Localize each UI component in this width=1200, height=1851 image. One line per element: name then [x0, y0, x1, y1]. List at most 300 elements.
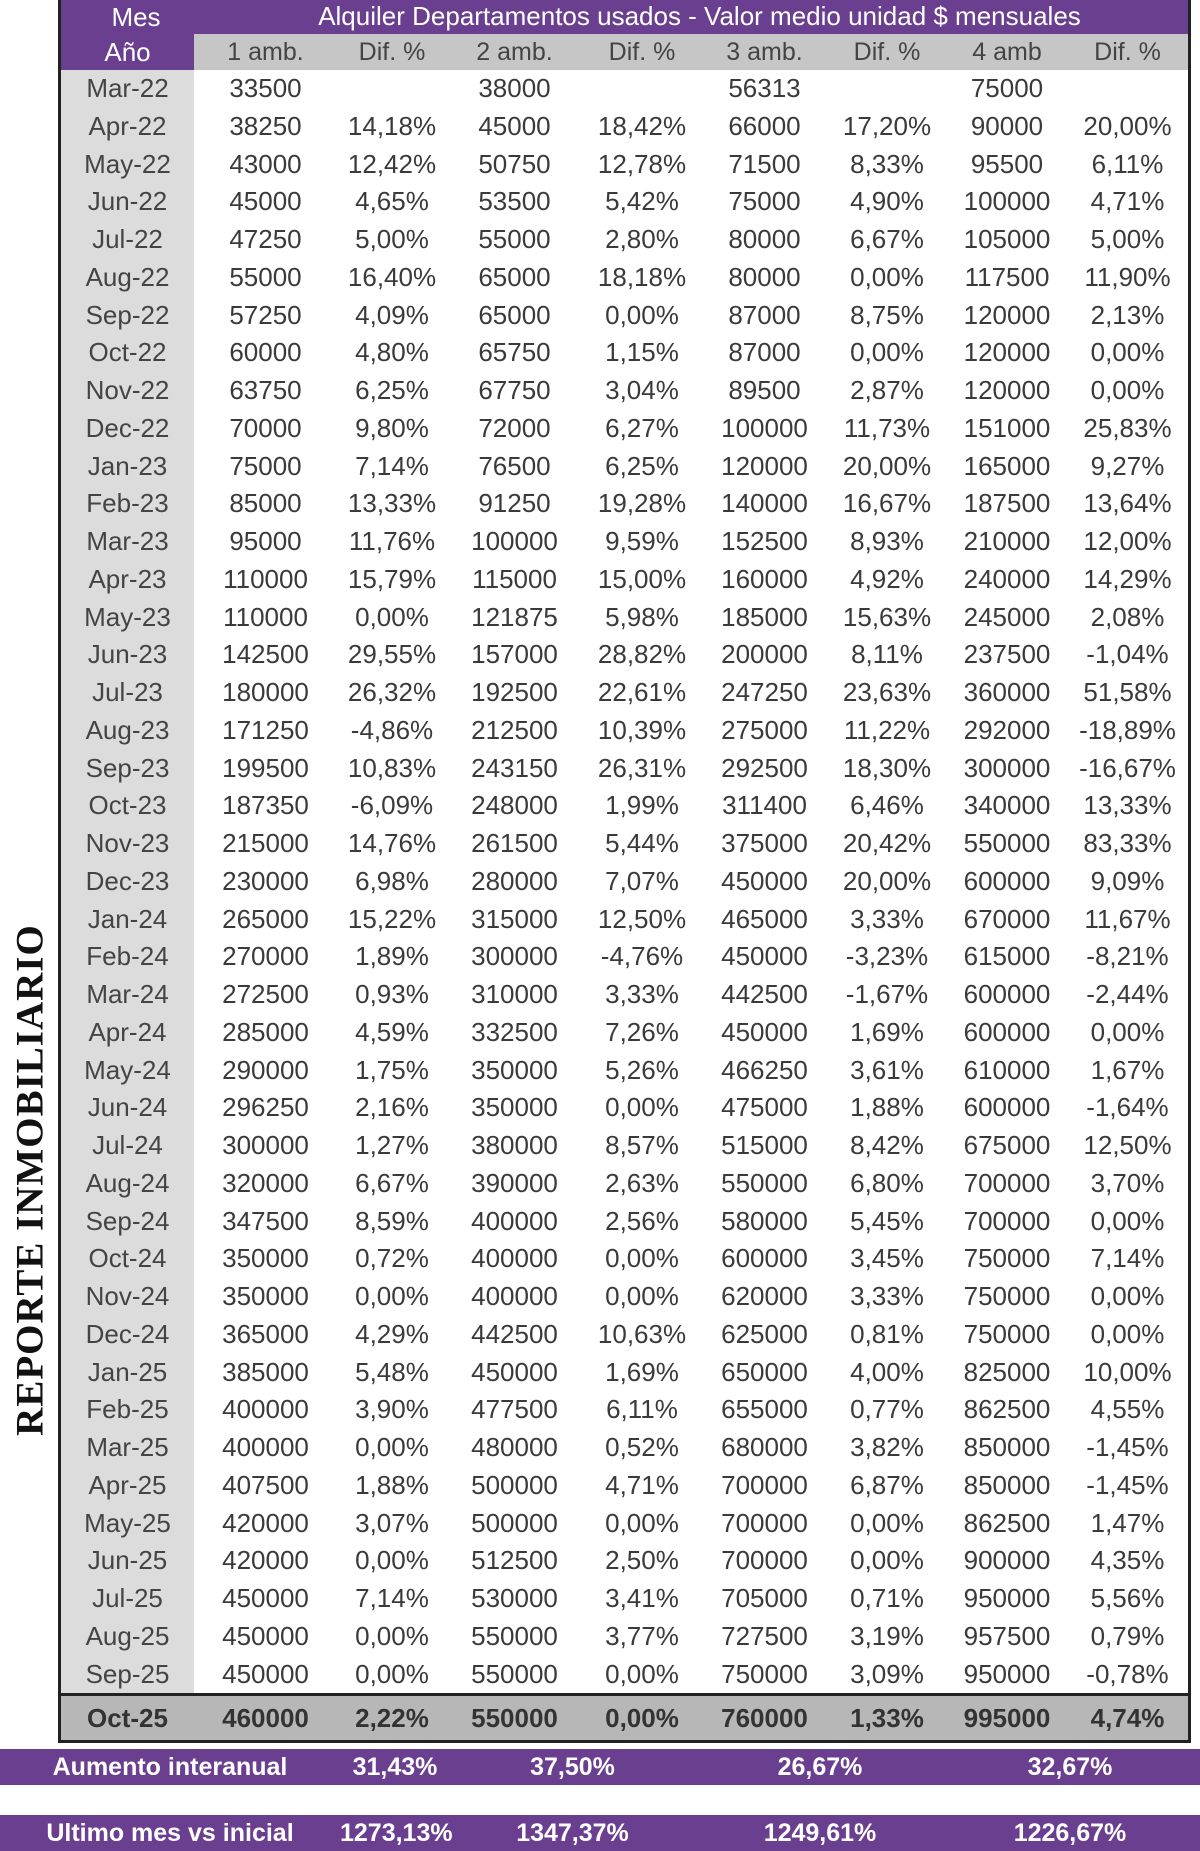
table-row	[61, 334, 1188, 372]
row-month: Oct-23	[61, 787, 194, 825]
cell: 292500	[721, 752, 808, 783]
cell: 311400	[722, 790, 807, 821]
cell: 475000	[721, 1092, 808, 1123]
cell: 862500	[963, 1507, 1051, 1538]
cell: 0,00%	[605, 1243, 679, 1274]
cell: 261500	[471, 828, 558, 858]
cell: 26,31%	[597, 752, 687, 783]
cell: 33500	[229, 73, 302, 103]
cell: 151000	[963, 412, 1051, 443]
cell: 450000	[222, 1620, 309, 1651]
cell: 65750	[478, 337, 551, 368]
row-month: May-22	[61, 146, 194, 184]
cell: 47250	[229, 224, 302, 254]
table-row	[61, 183, 1188, 221]
cell: 1,88%	[355, 1469, 429, 1500]
cell: 3,19%	[850, 1620, 924, 1651]
row-month: Jun-25	[61, 1542, 194, 1580]
cell	[827, 70, 947, 108]
table-row	[61, 1203, 1188, 1241]
cell: 850000	[963, 1469, 1051, 1500]
cell: 4,29%	[355, 1318, 429, 1349]
table-row	[61, 674, 1188, 712]
cell: 700000	[721, 1469, 808, 1500]
cell: 15,63%	[842, 601, 932, 632]
cell: 4,74%	[1090, 1703, 1165, 1734]
cell: -4,86%	[350, 714, 434, 745]
cell: 270000	[222, 941, 309, 972]
cell: 247250	[721, 677, 808, 707]
cell: 13,64%	[1083, 488, 1172, 519]
row-month: Jun-24	[61, 1089, 194, 1127]
cell: -0,78%	[1086, 1658, 1169, 1689]
cell: 56313	[728, 73, 801, 103]
cell: 45000	[478, 110, 551, 141]
cell: 5,26%	[605, 1054, 679, 1085]
cell: 120000	[963, 375, 1051, 405]
summary-row-ultimo-mes	[0, 1815, 1200, 1851]
row-month: Apr-22	[61, 108, 194, 146]
cell: 1,69%	[605, 1356, 679, 1387]
cell: 957500	[963, 1620, 1051, 1651]
cell: 8,93%	[850, 526, 924, 556]
cell: 20,00%	[842, 450, 932, 481]
cell: 10,39%	[597, 714, 687, 745]
cell: 4,80%	[355, 337, 429, 368]
cell: 0,52%	[605, 1432, 679, 1462]
table-row	[61, 1165, 1188, 1203]
cell: 2,08%	[1090, 601, 1165, 632]
cell: 350000	[222, 1281, 309, 1311]
cell: 230000	[222, 865, 309, 896]
column-header: 4 amb	[972, 38, 1042, 66]
table-row	[61, 599, 1188, 637]
summary-value: 37,50%	[530, 1753, 615, 1781]
cell: 5,45%	[850, 1205, 924, 1236]
cell: 6,11%	[1091, 148, 1164, 179]
table-row	[61, 787, 1188, 825]
cell: 11,76%	[348, 526, 436, 556]
table-row	[61, 1089, 1188, 1127]
cell: 18,18%	[597, 261, 687, 292]
cell: -2,44%	[1086, 979, 1169, 1009]
row-month: Nov-23	[61, 825, 194, 863]
cell: 8,42%	[850, 1130, 924, 1160]
cell: 11,90%	[1084, 261, 1171, 292]
cell: 7,07%	[605, 865, 679, 896]
cell: 120000	[721, 450, 808, 481]
cell: 500000	[471, 1469, 558, 1500]
cell: 9,59%	[605, 526, 679, 556]
cell: 180000	[222, 677, 309, 707]
cell: 87000	[728, 337, 801, 368]
cell: 57250	[229, 299, 302, 330]
cell: 3,70%	[1090, 1167, 1165, 1198]
cell: 625000	[721, 1318, 808, 1349]
cell: 550000	[471, 1703, 558, 1734]
cell: 6,80%	[850, 1167, 924, 1198]
table-header-top	[61, 0, 1188, 34]
cell: 6,11%	[606, 1394, 678, 1425]
row-month: Aug-25	[61, 1618, 194, 1656]
cell: 0,00%	[605, 1658, 679, 1689]
row-month: Aug-23	[61, 712, 194, 750]
table-row	[61, 1542, 1188, 1580]
cell: 300000	[963, 752, 1051, 783]
cell: 6,67%	[355, 1167, 429, 1198]
cell: 7,14%	[355, 1583, 429, 1613]
cell: 465000	[721, 903, 808, 934]
cell: 1,99%	[605, 790, 679, 821]
table-body	[61, 70, 1188, 1693]
cell: -1,67%	[845, 979, 929, 1009]
cell: 14,18%	[347, 110, 437, 141]
cell: 100000	[721, 412, 808, 443]
cell: 512500	[471, 1545, 558, 1576]
cell: 55000	[478, 224, 551, 254]
row-month: Nov-24	[61, 1278, 194, 1316]
cell: 0,00%	[605, 1507, 679, 1538]
summary-label: Ultimo mes vs inicial	[46, 1819, 294, 1847]
cell: 75000	[229, 450, 302, 481]
row-month: May-23	[61, 599, 194, 637]
cell: 350000	[471, 1092, 558, 1123]
cell: 142500	[222, 639, 309, 670]
cell: 0,71%	[850, 1583, 924, 1613]
cell: 375000	[721, 828, 808, 858]
cell: 500000	[471, 1507, 558, 1538]
header-year: Año	[61, 34, 194, 70]
cell: 480000	[471, 1432, 558, 1462]
table-row	[61, 750, 1188, 788]
cell: 187350	[222, 790, 309, 821]
cell: 615000	[963, 941, 1051, 972]
cell: 23,63%	[842, 677, 932, 707]
cell: -1,45%	[1086, 1469, 1169, 1500]
row-month: Dec-23	[61, 863, 194, 901]
cell: 15,22%	[347, 903, 437, 934]
cell: -16,67%	[1079, 752, 1176, 783]
cell: 0,00%	[850, 261, 924, 292]
cell: 292000	[963, 714, 1051, 745]
cell: 365000	[222, 1318, 309, 1349]
cell: 0,72%	[355, 1243, 429, 1274]
cell: 0,00%	[850, 1545, 924, 1576]
cell: 72000	[478, 412, 551, 443]
table-row	[61, 863, 1188, 901]
cell: 450000	[222, 1583, 309, 1613]
cell: 120000	[963, 299, 1051, 330]
cell: -1,04%	[1086, 639, 1169, 670]
row-month: Feb-23	[61, 485, 194, 523]
cell: 0,77%	[850, 1394, 924, 1425]
cell: 13,33%	[347, 488, 437, 519]
cell: 63750	[229, 375, 302, 405]
cell: 117500	[964, 261, 1050, 292]
cell: 300000	[222, 1130, 309, 1160]
cell: 442500	[471, 1318, 558, 1349]
cell: 2,22%	[355, 1703, 429, 1734]
cell: 340000	[963, 790, 1051, 821]
cell: 0,00%	[1090, 375, 1165, 405]
cell: 296250	[222, 1092, 309, 1123]
cell: 3,33%	[850, 1281, 924, 1311]
cell: 315000	[471, 903, 558, 934]
row-month: Jan-24	[61, 901, 194, 939]
cell: 680000	[721, 1432, 808, 1462]
cell: 0,79%	[1090, 1620, 1165, 1651]
table-row	[61, 146, 1188, 184]
cell: 14,29%	[1083, 563, 1172, 594]
row-month: Sep-23	[61, 750, 194, 788]
cell: 3,07%	[355, 1507, 429, 1538]
cell: 347500	[222, 1205, 309, 1236]
table-row	[61, 1429, 1188, 1467]
cell: 1,67%	[1090, 1054, 1165, 1085]
cell: 2,16%	[355, 1092, 429, 1123]
cell: 0,00%	[355, 1545, 429, 1576]
cell: 285000	[222, 1016, 309, 1047]
cell: 0,93%	[355, 979, 429, 1009]
row-month: Dec-24	[61, 1316, 194, 1354]
cell: 550000	[471, 1658, 558, 1689]
cell: 8,11%	[851, 639, 923, 670]
cell: 11,73%	[843, 412, 931, 443]
cell: 2,56%	[605, 1205, 679, 1236]
cell: 5,98%	[605, 601, 679, 632]
cell: 550000	[721, 1167, 808, 1198]
cell: 850000	[963, 1432, 1051, 1462]
table-row	[61, 636, 1188, 674]
cell: 3,09%	[850, 1658, 924, 1689]
table-row	[61, 901, 1188, 939]
cell: 450000	[721, 865, 808, 896]
cell: 275000	[721, 714, 808, 745]
cell: 120000	[963, 337, 1051, 368]
cell: 6,87%	[850, 1469, 924, 1500]
cell: 477500	[471, 1394, 558, 1425]
cell: 4,00%	[850, 1356, 924, 1387]
cell: 3,41%	[605, 1583, 679, 1613]
cell: 1,75%	[355, 1054, 429, 1085]
cell: 466250	[721, 1054, 808, 1085]
cell: 450000	[471, 1356, 558, 1387]
cell: 7,14%	[355, 450, 429, 481]
cell: -1,45%	[1086, 1432, 1169, 1462]
cell: 13,33%	[1083, 790, 1172, 821]
cell: 16,67%	[842, 488, 932, 519]
side-title	[0, 900, 60, 1460]
cell: 8,33%	[850, 148, 924, 179]
row-month: Jul-24	[61, 1127, 194, 1165]
table-row	[61, 221, 1188, 259]
table-row	[61, 1240, 1188, 1278]
column-header: Dif. %	[358, 38, 426, 66]
summary-value: 32,67%	[1027, 1753, 1113, 1781]
row-month: Nov-22	[61, 372, 194, 410]
cell: 1,27%	[355, 1130, 429, 1160]
cell: 6,25%	[355, 375, 429, 405]
cell: 600000	[963, 1016, 1051, 1047]
cell: 4,35%	[1090, 1545, 1165, 1576]
cell: 5,48%	[355, 1356, 429, 1387]
table-row	[61, 297, 1188, 335]
cell: 360000	[963, 677, 1051, 707]
cell: 7,26%	[605, 1016, 679, 1047]
row-month: Apr-23	[61, 561, 194, 599]
cell: 12,00%	[1083, 526, 1172, 556]
cell	[582, 70, 702, 108]
cell: 245000	[963, 601, 1051, 632]
cell: 550000	[471, 1620, 558, 1651]
cell: 420000	[222, 1507, 309, 1538]
cell: 121875	[471, 601, 558, 632]
cell: 0,00%	[1090, 337, 1165, 368]
cell: 825000	[963, 1356, 1051, 1387]
cell: 28,82%	[597, 639, 687, 670]
table-row-latest	[61, 1693, 1188, 1743]
rent-table	[58, 0, 1191, 1743]
cell: 515000	[721, 1130, 808, 1160]
cell: 67750	[478, 375, 551, 405]
cell: 350000	[471, 1054, 558, 1085]
cell: 70000	[229, 412, 302, 443]
cell: 862500	[963, 1394, 1051, 1425]
cell: 750000	[963, 1318, 1051, 1349]
cell: 14,76%	[347, 828, 437, 858]
cell: 5,44%	[605, 828, 679, 858]
cell: 65000	[478, 299, 551, 330]
cell	[337, 70, 447, 108]
table-title: Alquiler Departamentos usados - Valor medio unidad $ mensuales	[318, 1, 1081, 31]
cell: 400000	[471, 1243, 558, 1274]
table-row	[61, 372, 1188, 410]
table-row	[61, 712, 1188, 750]
cell: 0,00%	[605, 299, 679, 330]
column-header: Dif. %	[853, 38, 921, 66]
cell: 675000	[963, 1130, 1051, 1160]
cell: 0,00%	[850, 1507, 924, 1538]
row-month: Feb-25	[61, 1391, 194, 1429]
cell: 290000	[222, 1054, 309, 1085]
cell: 6,27%	[605, 412, 679, 443]
summary-value: 1273,13%	[340, 1819, 453, 1847]
cell: 7,14%	[1090, 1243, 1165, 1274]
cell: 10,00%	[1083, 1356, 1172, 1387]
table-row	[61, 1278, 1188, 1316]
table-row	[61, 448, 1188, 486]
table-row	[61, 108, 1188, 146]
row-month: Mar-24	[61, 976, 194, 1014]
side-title-text: REPORTE INMOBILIARIO	[8, 924, 52, 1436]
cell: 6,98%	[355, 865, 429, 896]
cell: 9,09%	[1090, 865, 1165, 896]
row-month: Jul-22	[61, 221, 194, 259]
cell: 6,46%	[850, 790, 924, 821]
row-month: Oct-24	[61, 1240, 194, 1278]
table-row	[61, 70, 1188, 108]
row-month: Dec-22	[61, 410, 194, 448]
cell: -3,23%	[845, 941, 929, 972]
cell: 1,47%	[1090, 1507, 1165, 1538]
row-month: Sep-24	[61, 1203, 194, 1241]
cell: 385000	[222, 1356, 309, 1387]
cell: 210000	[963, 526, 1051, 556]
cell: 6,25%	[605, 450, 679, 481]
cell: 700000	[721, 1545, 808, 1576]
cell: 75000	[970, 73, 1044, 103]
cell: 19,28%	[597, 488, 687, 519]
cell: 38250	[229, 110, 302, 141]
cell: 90000	[970, 110, 1044, 141]
cell: 705000	[721, 1583, 808, 1613]
cell: 3,04%	[605, 375, 679, 405]
row-month: May-24	[61, 1052, 194, 1090]
cell: 17,20%	[842, 110, 932, 141]
cell: 4,65%	[355, 186, 429, 217]
cell: 8,57%	[605, 1130, 679, 1160]
cell: 18,30%	[842, 752, 932, 783]
cell: 265000	[222, 903, 309, 934]
cell: 4,92%	[850, 563, 924, 594]
row-month: Jan-25	[61, 1354, 194, 1392]
cell: 15,00%	[597, 563, 687, 594]
cell: 9,27%	[1090, 450, 1165, 481]
cell: 600000	[963, 865, 1051, 896]
table-row	[61, 259, 1188, 297]
table-row	[61, 825, 1188, 863]
cell: 87000	[728, 299, 801, 330]
cell: 110000	[223, 601, 308, 632]
table-row	[61, 1467, 1188, 1505]
cell: 152500	[721, 526, 808, 556]
cell: 50750	[478, 148, 551, 179]
cell: 248000	[471, 790, 558, 821]
cell: 100000	[471, 526, 558, 556]
row-month: Jun-23	[61, 636, 194, 674]
cell: -1,64%	[1086, 1092, 1169, 1123]
cell: 29,55%	[347, 639, 437, 670]
row-month: Jul-23	[61, 674, 194, 712]
cell: 950000	[963, 1658, 1051, 1689]
cell: 3,77%	[605, 1620, 679, 1651]
cell: 700000	[963, 1205, 1051, 1236]
cell: 25,83%	[1083, 412, 1172, 443]
table-row	[61, 938, 1188, 976]
cell: 237500	[963, 639, 1051, 670]
cell: 55000	[229, 261, 302, 292]
cell: 20,42%	[842, 828, 932, 858]
cell: 0,81%	[850, 1318, 924, 1349]
cell: 600000	[721, 1243, 808, 1274]
cell: 400000	[471, 1205, 558, 1236]
cell: 2,13%	[1090, 299, 1165, 330]
cell: 100000	[963, 186, 1051, 217]
cell: 450000	[222, 1658, 309, 1689]
table-row	[61, 1580, 1188, 1618]
column-headers	[194, 34, 1188, 70]
cell: 157000	[471, 639, 558, 670]
cell: 76500	[478, 450, 551, 481]
cell: 10,83%	[347, 752, 437, 783]
cell: 1,89%	[355, 941, 429, 972]
cell: 400000	[222, 1394, 309, 1425]
column-header: 1 amb.	[227, 38, 304, 66]
cell: 171250	[222, 714, 309, 745]
cell: 1,69%	[850, 1016, 924, 1047]
cell: 4,55%	[1090, 1394, 1165, 1425]
cell: 750000	[963, 1243, 1051, 1274]
